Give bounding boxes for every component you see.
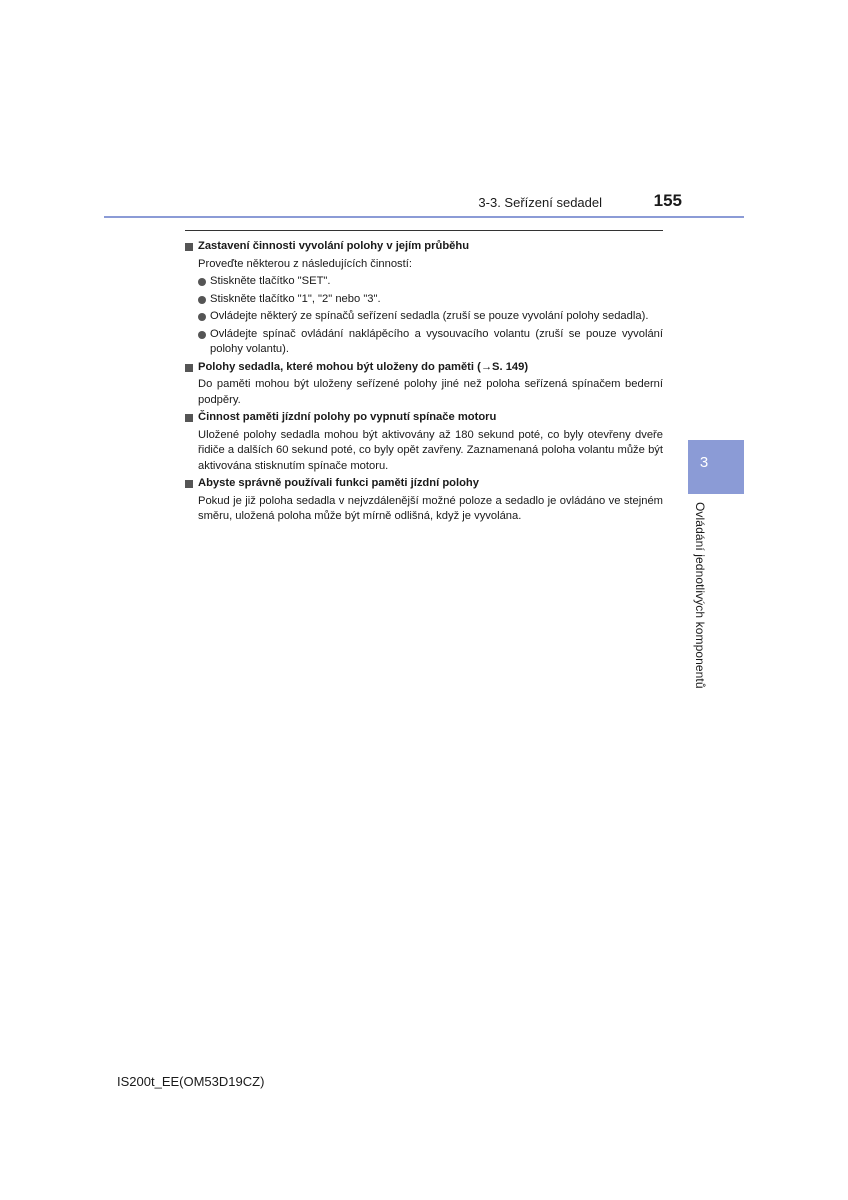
chapter-number: 3 (699, 454, 709, 471)
section-text: Pokud je již poloha sedadla v nejvzdálenější možné poloze a sedadlo je ovládáno ve stejném směru, uložená poloha může být mírně odlišná, když je vyvolána. (198, 494, 663, 522)
page-content (185, 237, 663, 527)
page-number: 155 (653, 191, 682, 210)
round-bullet-icon (198, 313, 206, 321)
section-heading: Polohy sedadla, které mohou být uloženy do paměti (→S. 149) (185, 360, 663, 376)
section-text: Do paměti mohou být uloženy seřízené polohy jiné než poloha seřízená spínačem bederní podpěry. (198, 378, 663, 406)
round-bullet-icon (198, 296, 206, 304)
square-bullet-icon (185, 364, 193, 372)
list-item: Stiskněte tlačítko "SET". (198, 274, 663, 290)
section-intro: Proveďte některou z následujících činností: (198, 257, 412, 270)
content-divider (185, 230, 663, 231)
section-heading: Abyste správně používali funkci paměti jízdní polohy (185, 476, 663, 492)
square-bullet-icon (185, 480, 193, 488)
section-heading: Činnost paměti jízdní polohy po vypnutí spínače motoru (185, 410, 663, 426)
section-memory-positions (185, 360, 663, 409)
model-code: IS200t_EE(OM53D19CZ) (117, 1074, 265, 1089)
chapter-tab (688, 440, 744, 494)
list-item: Ovládejte některý ze spínačů seřízení sedadla (zruší se pouze vyvolání polohy sedadla). (198, 309, 663, 325)
round-bullet-icon (198, 331, 206, 339)
list-item: Stiskněte tlačítko "1", "2" nebo "3". (198, 292, 663, 308)
section-proper-use (185, 476, 663, 525)
square-bullet-icon (185, 414, 193, 422)
section-heading: Zastavení činnosti vyvolání polohy v jejím průběhu (185, 239, 663, 255)
header-divider (104, 216, 744, 218)
section-title: 3-3. Seřízení sedadel (478, 195, 602, 210)
round-bullet-icon (198, 278, 206, 286)
section-stop-recall (185, 239, 663, 358)
square-bullet-icon (185, 243, 193, 251)
section-memory-after-engine-off (185, 410, 663, 474)
list-item: Ovládejte spínač ovládání naklápěcího a vysouvacího volantu (zruší se pouze vyvolání polohy volantu). (198, 327, 663, 358)
section-text: Uložené polohy sedadla mohou být aktivovány až 180 sekund poté, co byly otevřeny dveře řidiče a dalších 60 sekund poté, co byly opět zavřeny. Zaznamenaná poloha volantu může být aktivována stisknutím spínače motoru. (198, 428, 663, 472)
chapter-label: Ovládání jednotlivých komponentů (693, 502, 707, 689)
